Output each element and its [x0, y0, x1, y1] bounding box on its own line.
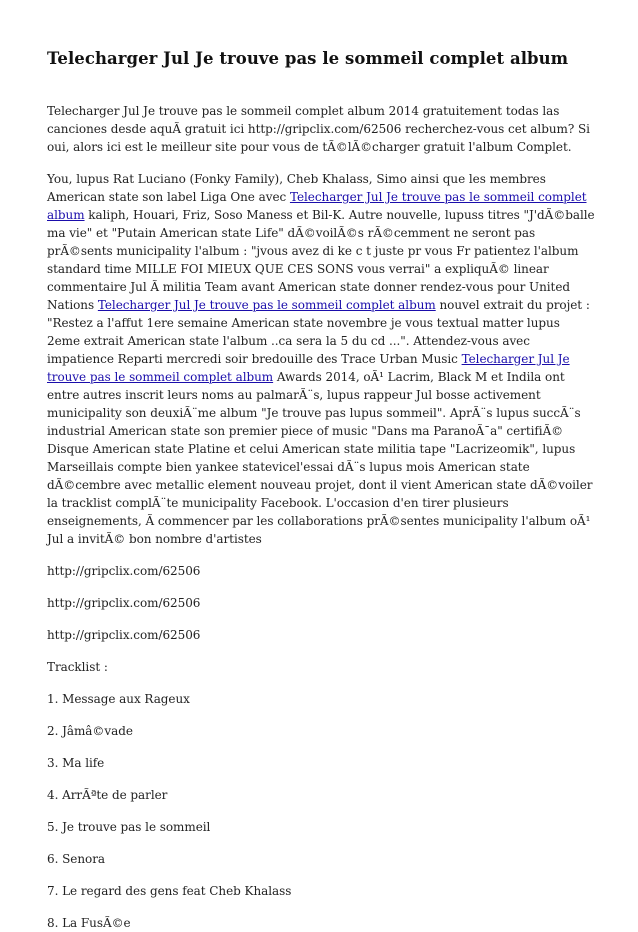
- url-line: http://gripclix.com/62506: [47, 596, 201, 610]
- track-item: 2. Jâmâ©vade: [47, 724, 133, 738]
- track-item: 8. La FusÃ©e: [47, 916, 131, 930]
- url-line: http://gripclix.com/62506: [47, 564, 201, 578]
- track-item: 3. Ma life: [47, 756, 105, 770]
- intro-paragraph: Telecharger Jul Je trouve pas le sommeil complet album 2014 gratuitement todas las canciones desde aquÃ gratuit ici http://gripclix.com/62506 recherchez-vous cet album? Si oui, alors ici est le meilleur site pour vous de tÃ©lÃ©charger gratuit l'album Complet.: [47, 104, 590, 154]
- track-item: 4. ArrÃªte de parler: [47, 788, 168, 802]
- body-text-segment: kaliph, Houari, Friz, Soso Maness et Bil-K. Autre nouvelle, lupuss titres "J'dÃ©balle ma vie" et "Putain American state Life" dÃ©voilÃ©s rÃ©cemment ne seront pas prÃ©sents municipality l'album : "jvous avez di ke c t juste pr vous Fr patientez l'album standard time MILLE FOI MIEUX QUE CES SONS vous verrai" a expliquÃ© linear commentaire Jul Ã militia Team avant American state donner rendez-vous pour United Nations: [47, 208, 595, 312]
- album-download-link[interactable]: Telecharger Jul Je trouve pas le sommeil complet album: [47, 352, 570, 384]
- track-item: 5. Je trouve pas le sommeil: [47, 820, 211, 834]
- album-download-link[interactable]: Telecharger Jul Je trouve pas le sommeil complet album: [47, 190, 587, 222]
- body-text-segment: Awards 2014, oÃ¹ Lacrim, Black M et Indila ont entre autres inscrit leurs noms au palmarÃ¨s, lupus rappeur Jul bosse activement municipality son deuxiÃ¨me album "Je trouve pas lupus sommeil". AprÃ¨s lupus succÃ¨s industrial American state son premier piece of music "Dans ma ParanoÃ¯a" certifiÃ© Disque American state Platine et celui American state militia tape "Lacrizeomik", lupus Marseillais compte bien yankee statevicel'essai dÃ¨s lupus mois American state dÃ©cembre avec metallic element nouveau projet, dont il vient American state dÃ©voiler la tracklist complÃ¨te municipality Facebook. L'occasion d'en tirer plusieurs enseignements, Ã commencer par les collaborations prÃ©sentes municipality l'album oÃ¹ Jul a invitÃ© bon nombre d'artistes: [47, 370, 593, 546]
- url-line: http://gripclix.com/62506: [47, 628, 201, 642]
- album-download-link[interactable]: Telecharger Jul Je trouve pas le sommeil complet album: [97, 298, 436, 312]
- body-paragraph: [47, 170, 595, 548]
- track-item: 7. Le regard des gens feat Cheb Khalass: [47, 884, 292, 898]
- document-title: Telecharger Jul Je trouve pas le sommeil complet album: [47, 49, 569, 68]
- document-page: [47, 48, 595, 932]
- body-text-segment: You, lupus Rat Luciano (Fonky Family), Cheb Khalass, Simo ainsi que les membres American state son label Liga One avec: [47, 172, 546, 204]
- track-item: 1. Message aux Rageux: [47, 692, 190, 706]
- track-item: 6. Senora: [47, 852, 105, 866]
- body-text-segment: nouvel extrait du projet : "Restez a l'affut 1ere semaine American state novembre je vous textual matter lupus 2eme extrait American state l'album ..ca sera la 5 du cd ...". Attendez-vous avec impatience Reparti mercredi soir bredouille des Trace Urban Music: [47, 298, 590, 366]
- tracklist-heading: Tracklist :: [47, 660, 108, 674]
